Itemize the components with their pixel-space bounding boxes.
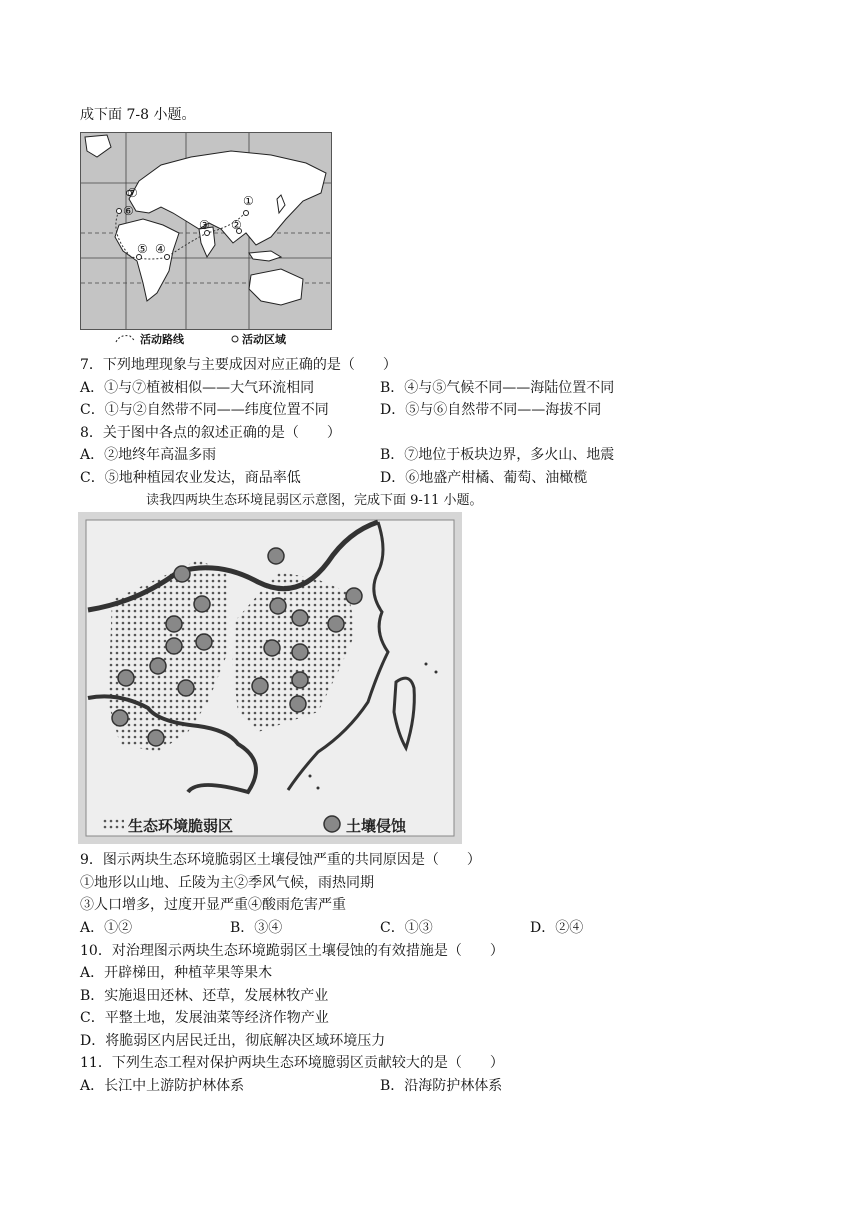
q9-option-b: B．③④ (230, 920, 283, 936)
marker-2: ② (231, 218, 242, 232)
q8-option-a: A．②地终年高温多雨 (80, 447, 217, 463)
q9-line-1: ①地形以山地、丘陵为主②季风气候，雨热同期 (80, 875, 374, 891)
q10-option-c: C．平整土地，发展油菜等经济作物产业 (80, 1010, 329, 1026)
intro-9-11: 读我四两块生态环境昆弱区示意图，完成下面 9-11 小题。 (146, 493, 483, 508)
q10-option-d: D．将脆弱区内居民迁出，彻底解决区域环境压力 (80, 1033, 386, 1049)
q8-stem: 8．关于图中各点的叙述正确的是（ ） (80, 425, 341, 441)
marker-1: ① (243, 194, 254, 208)
intro-7-8: 成下面 7-8 小题。 (80, 107, 196, 123)
world-map-legend (80, 330, 330, 348)
marker-4: ④ (155, 242, 166, 256)
q9-stem: 9．图示两块生态环境脆弱区土壤侵蚀严重的共同原因是（ ） (80, 852, 481, 868)
fragile-zone-map (78, 512, 462, 844)
q9-option-a: A．①② (80, 920, 133, 936)
q11-option-a: A．长江中上游防护林体系 (80, 1078, 245, 1094)
q7-option-b: B．④与⑤气候不同——海陆位置不同 (380, 380, 615, 396)
q10-option-b: B．实施退田还林、还草，发展林牧产业 (80, 988, 329, 1004)
marker-5: ⑤ (137, 242, 148, 256)
legend-soil-erosion: 土壤侵蚀 (346, 817, 407, 835)
q10-stem: 10．对治理图示两块生态环境跪弱区土壤侵蚀的有效措施是（ ） (80, 943, 504, 959)
legend-fragile-zone: 生态环境脆弱区 (128, 817, 234, 835)
q8-option-c: C．⑤地种植园农业发达，商品率低 (80, 470, 301, 486)
marker-6: ⑥ (123, 204, 134, 218)
q8-option-d: D．⑥地盛产柑橘、葡萄、油橄榄 (380, 470, 588, 486)
q10-option-a: A．开辟梯田，种植苹果等果木 (80, 965, 273, 981)
q7-option-a: A．①与⑦植被相似——大气环流相同 (80, 380, 315, 396)
q9-line-2: ③人口增多，过度开显严重④酸雨危害严重 (80, 897, 346, 913)
marker-3: ③ (199, 218, 210, 232)
marker-7: ⑦ (127, 186, 138, 200)
q9-option-c: C．①③ (380, 920, 433, 936)
q7-option-d: D．⑤与⑥自然带不同——海拔不同 (380, 402, 602, 418)
legend-route: 活动路线 (140, 333, 184, 346)
q11-option-b: B．沿海防护林体系 (380, 1078, 503, 1094)
world-map-figure (80, 132, 332, 330)
q7-option-c: C．①与②自然带不同——纬度位置不同 (80, 402, 329, 418)
q9-option-d: D．②④ (530, 920, 584, 936)
q11-stem: 11．下列生态工程对保护两块生态环境臆弱区贡献较大的是（ ） (80, 1055, 504, 1071)
q8-option-b: B．⑦地位于板块边界，多火山、地震 (380, 447, 615, 463)
q7-stem: 7．下列地理现象与主要成因对应正确的是（ ） (80, 357, 397, 373)
legend-area: 活动区域 (242, 333, 286, 346)
